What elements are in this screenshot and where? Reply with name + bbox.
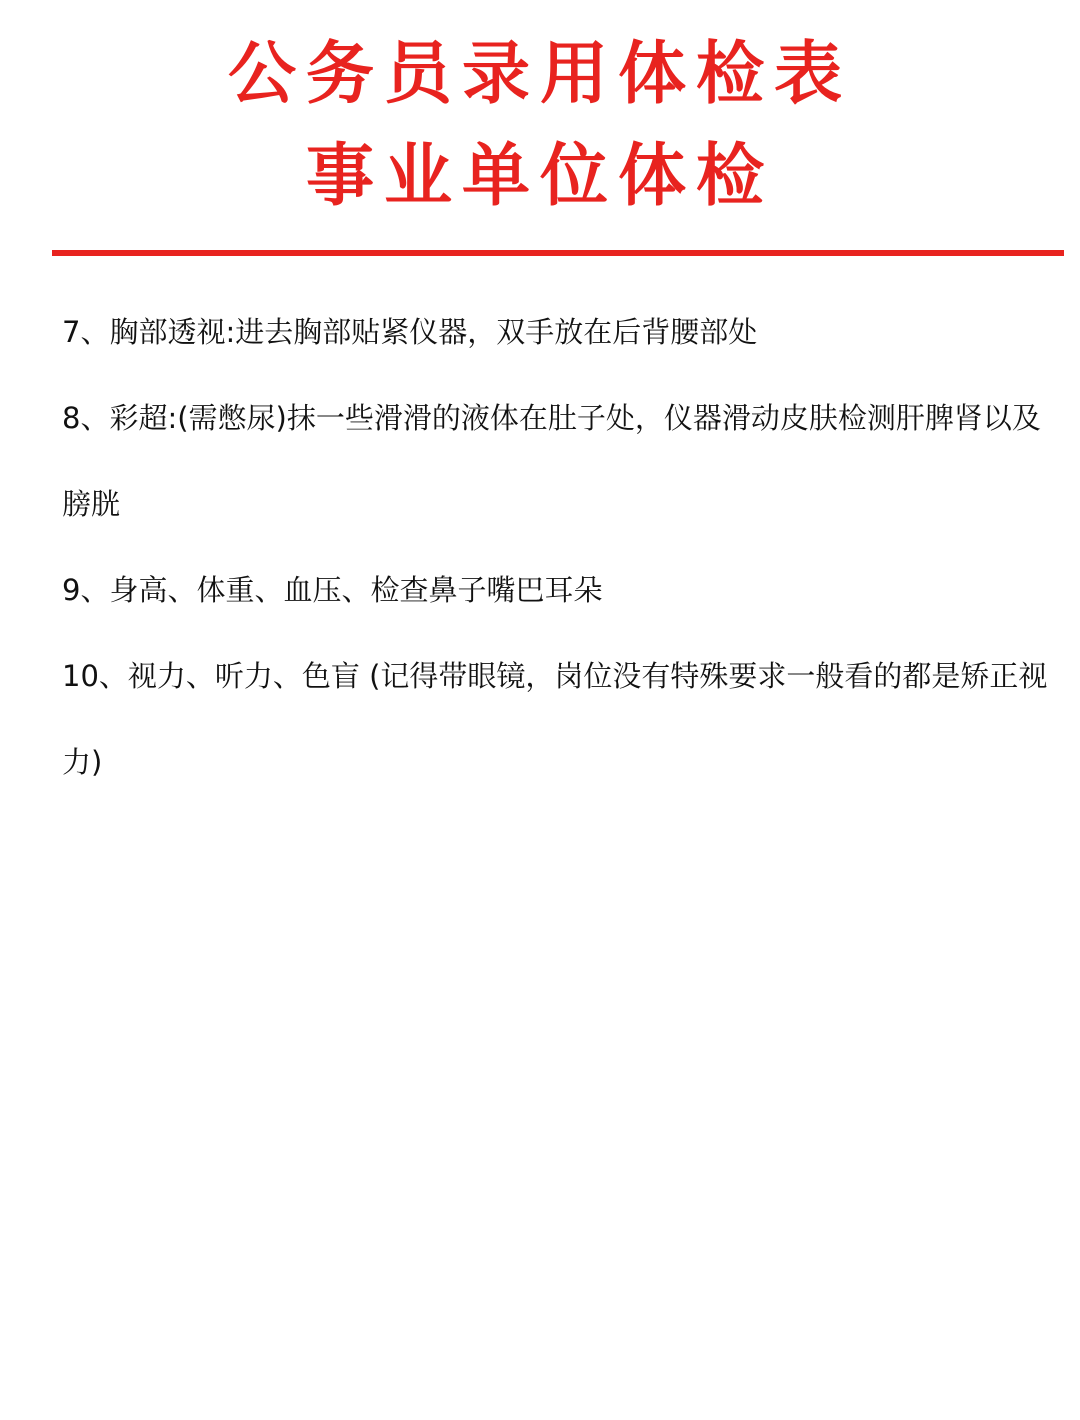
list-item-7: 7、胸部透视:进去胸部贴紧仪器，双手放在后背腰部处 bbox=[62, 315, 758, 349]
list-item-10: 10、视力、听力、色盲 (记得带眼镜，岗位没有特殊要求一般看的都是矫正视力) bbox=[62, 659, 1048, 779]
title-divider bbox=[52, 250, 1064, 256]
list-item-9: 9、身高、体重、血压、检查鼻子嘴巴耳朵 bbox=[62, 573, 603, 607]
page-subtitle: 事业单位体检 bbox=[305, 136, 774, 216]
page-title: 公务员录用体检表 bbox=[227, 34, 852, 114]
list-item-8: 8、彩超:(需憋尿)抹一些滑滑的液体在肚子处，仪器滑动皮肤检测肝脾肾以及膀胱 bbox=[62, 401, 1041, 521]
